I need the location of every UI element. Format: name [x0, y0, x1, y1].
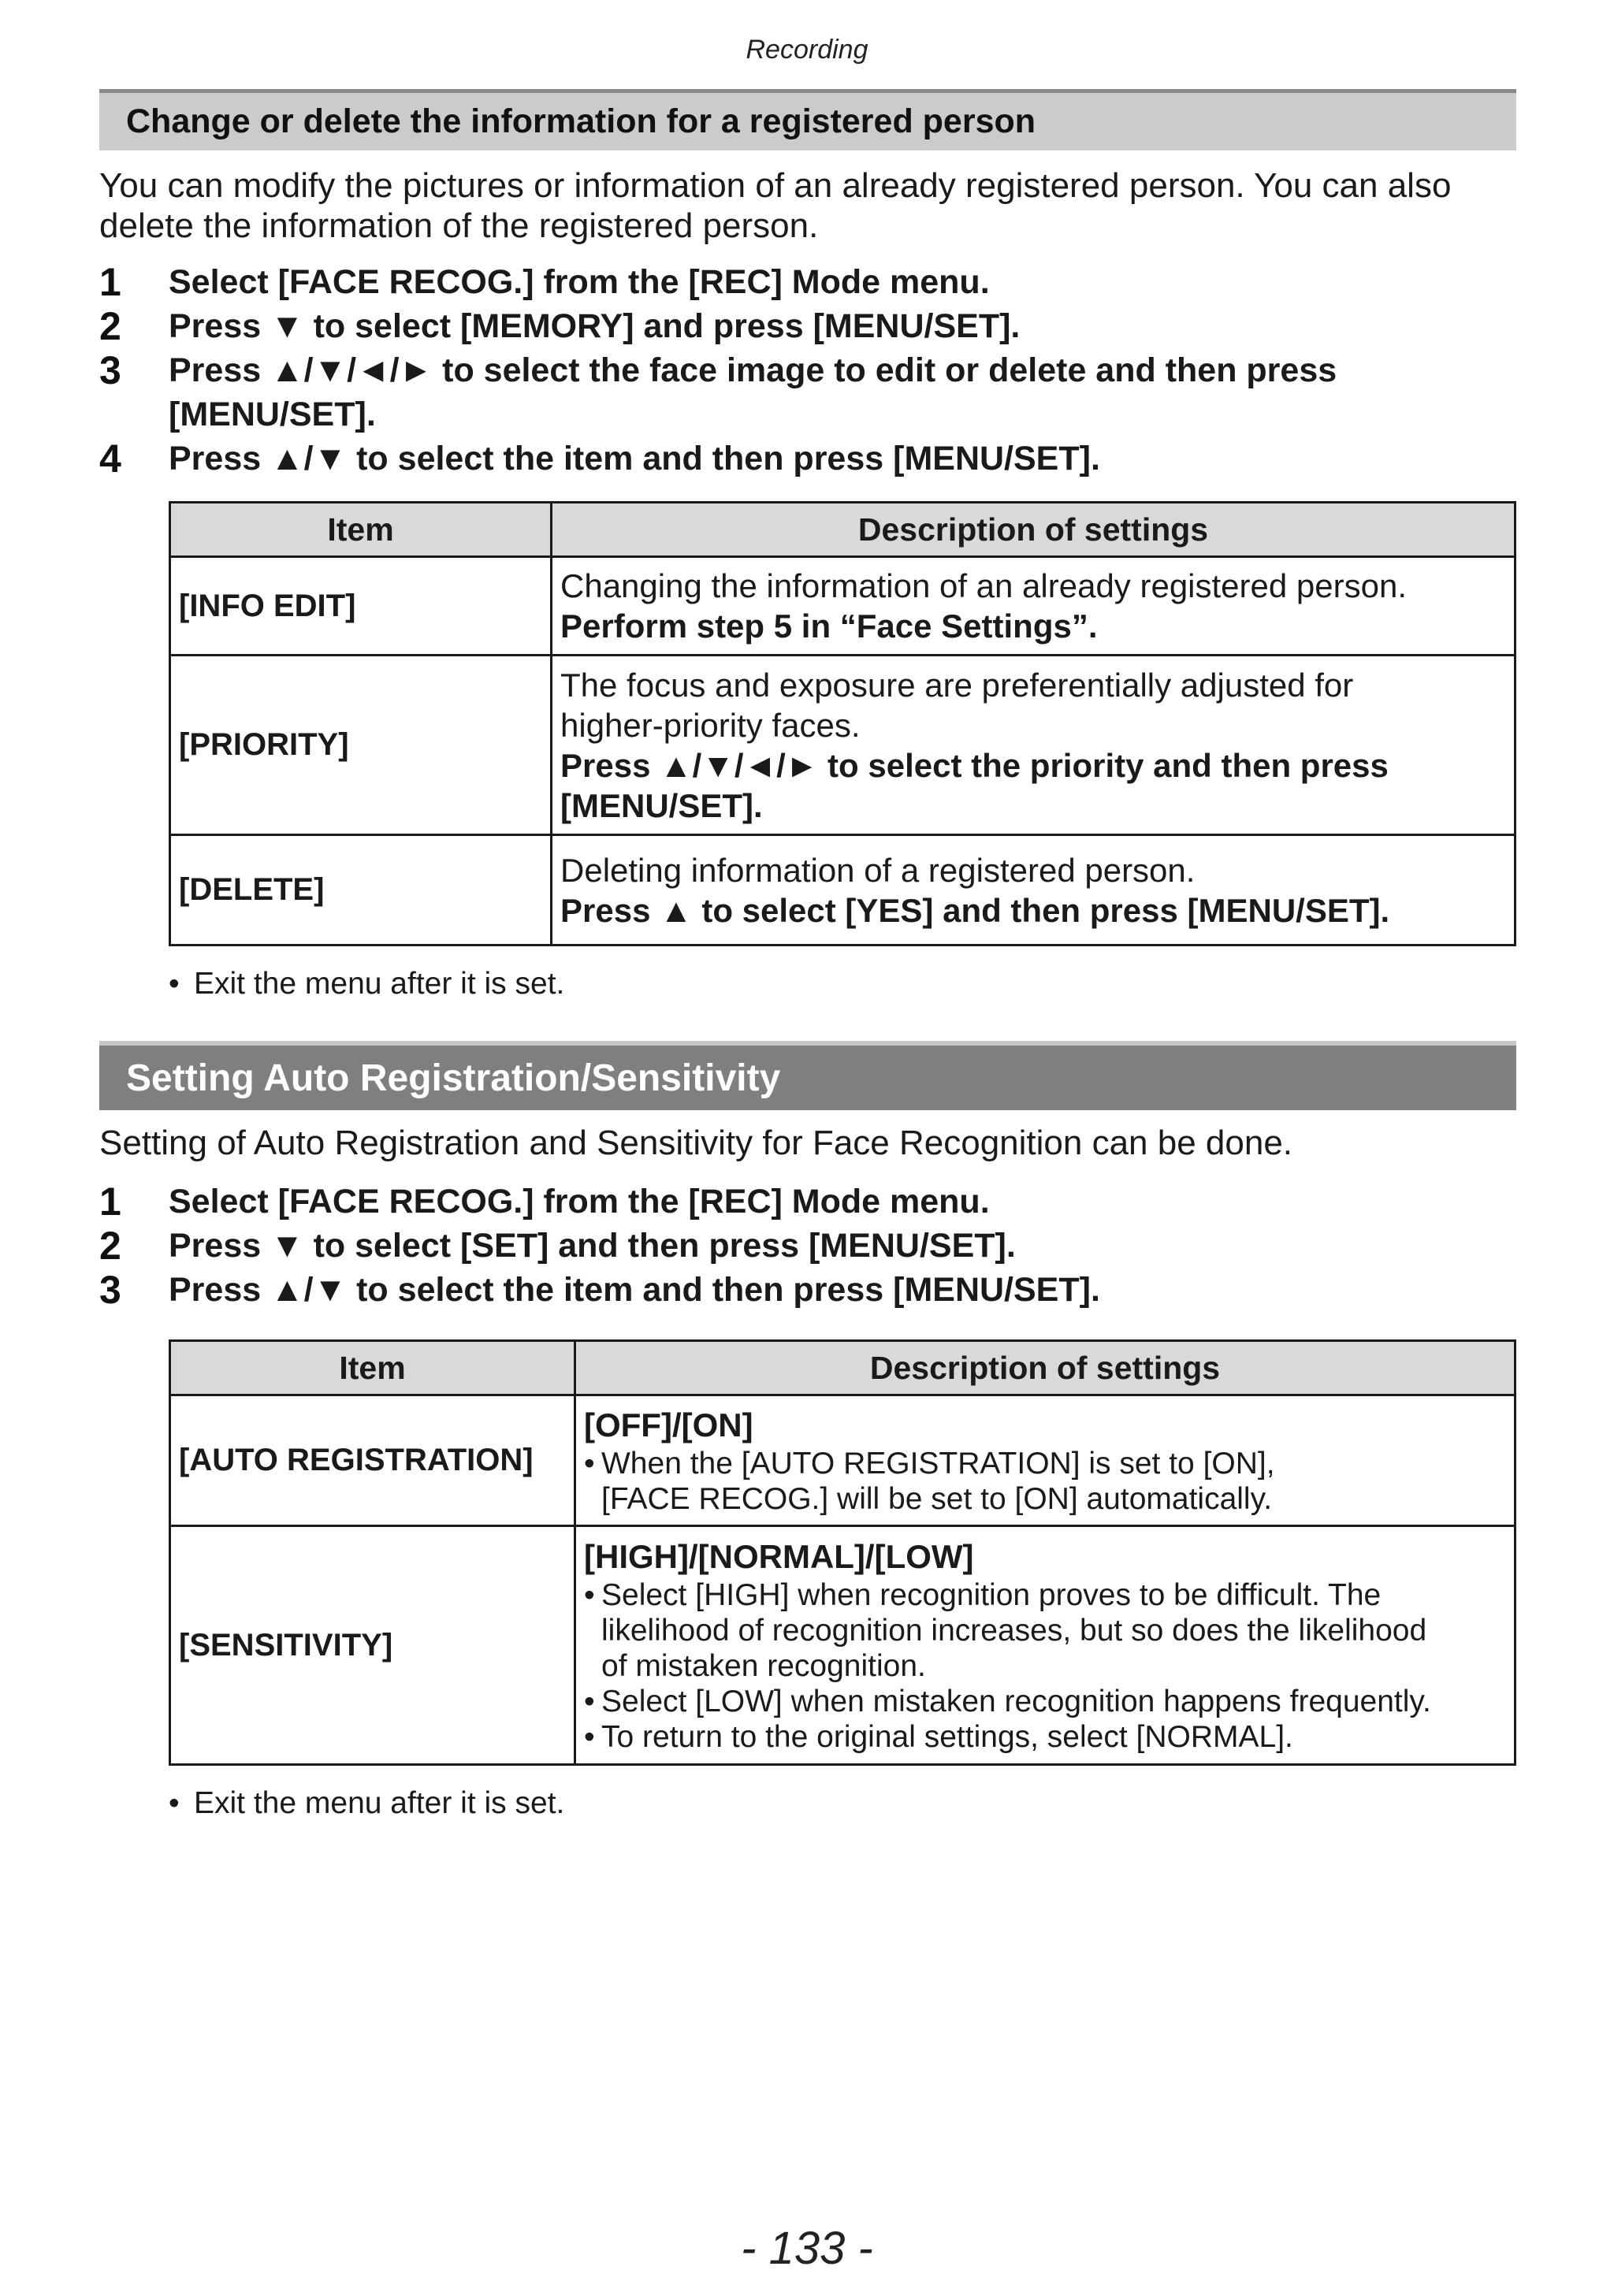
auto-steps [99, 1180, 1518, 1312]
step-number: 2 [99, 1224, 121, 1268]
item-cell: [SENSITIVITY] [170, 1526, 575, 1765]
bullet-line: When the [AUTO REGISTRATION] is set to [ON], [601, 1446, 1275, 1481]
change-steps [99, 260, 1518, 481]
description-instruction: Perform step 5 in “Face Settings”. [560, 607, 1098, 645]
bullet-item [584, 1719, 1506, 1755]
intro-line: delete the information of the registered person. [99, 206, 819, 245]
change-intro [99, 165, 1518, 246]
bullet-icon: • [169, 1786, 180, 1820]
description-instruction: Press ▲/▼/◄/► to select the priority and then press [560, 746, 1389, 784]
bullet-line: likelihood of recognition increases, but so does the likelihood [601, 1613, 1427, 1648]
description-cell [552, 656, 1515, 835]
step-text: Press ▲/▼ to select the item and then press [MENU/SET]. [169, 1271, 1100, 1309]
note-text: Exit the menu after it is set. [194, 967, 565, 1001]
step-item [99, 1224, 1518, 1268]
intro-line: You can modify the pictures or information of an already registered person. You can also [99, 166, 1452, 205]
bullet-item [584, 1577, 1506, 1684]
step-item [99, 1268, 1518, 1312]
bullet-text: Select [LOW] when mistaken recognition happens frequently. [601, 1684, 1431, 1718]
step-item [99, 1180, 1518, 1224]
step-item [99, 348, 1518, 437]
description-cell [575, 1395, 1515, 1526]
bullet-line: Select [HIGH] when recognition proves to be difficult. The [601, 1577, 1382, 1612]
description-cell [552, 557, 1515, 656]
auto-settings-table [169, 1339, 1516, 1766]
bullet-text [601, 1577, 1426, 1684]
table-row [170, 835, 1515, 946]
bullet-line: [FACE RECOG.] will be set to [ON] automatically. [601, 1481, 1273, 1516]
description-instruction: Press ▲ to select [YES] and then press [MENU/SET]. [560, 891, 1390, 929]
options-label: [OFF]/[ON] [584, 1406, 753, 1443]
bullet-text: To return to the original settings, select [NORMAL]. [601, 1719, 1293, 1754]
step-number: 2 [99, 304, 121, 348]
description-line: higher-priority faces. [560, 706, 861, 744]
subsection-heading: Change or delete the information for a registered person [126, 102, 1036, 140]
bullet-icon: • [169, 967, 180, 1001]
item-cell: [PRIORITY] [170, 656, 552, 835]
note [169, 967, 564, 1001]
table-header-row [170, 1341, 1515, 1395]
bullet-text [601, 1446, 1275, 1517]
description-line: Deleting information of a registered person. [560, 851, 1196, 889]
auto-intro: Setting of Auto Registration and Sensitivity for Face Recognition can be done. [99, 1124, 1293, 1162]
item-cell: [DELETE] [170, 835, 552, 946]
description-line: Changing the information of an already registered person. [560, 567, 1407, 604]
step-number: 1 [99, 260, 121, 304]
bullet-item [584, 1446, 1506, 1517]
options-label: [HIGH]/[NORMAL]/[LOW] [584, 1537, 974, 1575]
description-cell [552, 835, 1515, 946]
bullet-item [584, 1684, 1506, 1719]
description-cell [575, 1526, 1515, 1765]
step-item [99, 304, 1518, 348]
bullet-icon: • [584, 1719, 595, 1754]
step-text: Select [FACE RECOG.] from the [REC] Mode menu. [169, 263, 990, 301]
subsection-heading-band [99, 89, 1516, 150]
item-cell: [AUTO REGISTRATION] [170, 1395, 575, 1526]
step-text: Press ▼ to select [SET] and then press [MENU/SET]. [169, 1227, 1016, 1265]
step-number: 4 [99, 437, 121, 481]
section-heading-band [99, 1041, 1516, 1110]
bullet-icon: • [584, 1577, 595, 1612]
step-item [99, 260, 1518, 304]
step-text: Select [FACE RECOG.] from the [REC] Mode menu. [169, 1183, 990, 1220]
step-item [99, 437, 1518, 481]
column-header-description: Description of settings [552, 503, 1515, 557]
description-instruction: [MENU/SET]. [560, 786, 763, 824]
bullet-line: of mistaken recognition. [601, 1648, 926, 1683]
step-text: Press ▼ to select [MEMORY] and press [MENU/SET]. [169, 307, 1021, 345]
step-number: 3 [99, 1268, 121, 1312]
table-row [170, 557, 1515, 656]
step-number: 3 [99, 348, 121, 392]
edit-settings-table [169, 501, 1516, 946]
running-header: Recording [746, 35, 868, 65]
item-cell: [INFO EDIT] [170, 557, 552, 656]
step-number: 1 [99, 1180, 121, 1224]
page-number: - 133 - [741, 2223, 873, 2274]
section-heading: Setting Auto Registration/Sensitivity [126, 1057, 781, 1099]
table-header-row [170, 503, 1515, 557]
table-row [170, 1395, 1515, 1526]
step-text: Press ▲/▼ to select the item and then press [MENU/SET]. [169, 440, 1100, 477]
description-line: The focus and exposure are preferentially adjusted for [560, 666, 1354, 704]
table-row [170, 656, 1515, 835]
bullet-icon: • [584, 1446, 595, 1481]
column-header-item: Item [170, 503, 552, 557]
note-text: Exit the menu after it is set. [194, 1786, 565, 1820]
bullet-icon: • [584, 1684, 595, 1718]
column-header-item: Item [170, 1341, 575, 1395]
column-header-description: Description of settings [575, 1341, 1515, 1395]
table-row [170, 1526, 1515, 1765]
note [169, 1786, 564, 1821]
step-text: Press ▲/▼/◄/► to select the face image to edit or delete and then press [MENU/SET]. [169, 351, 1337, 433]
